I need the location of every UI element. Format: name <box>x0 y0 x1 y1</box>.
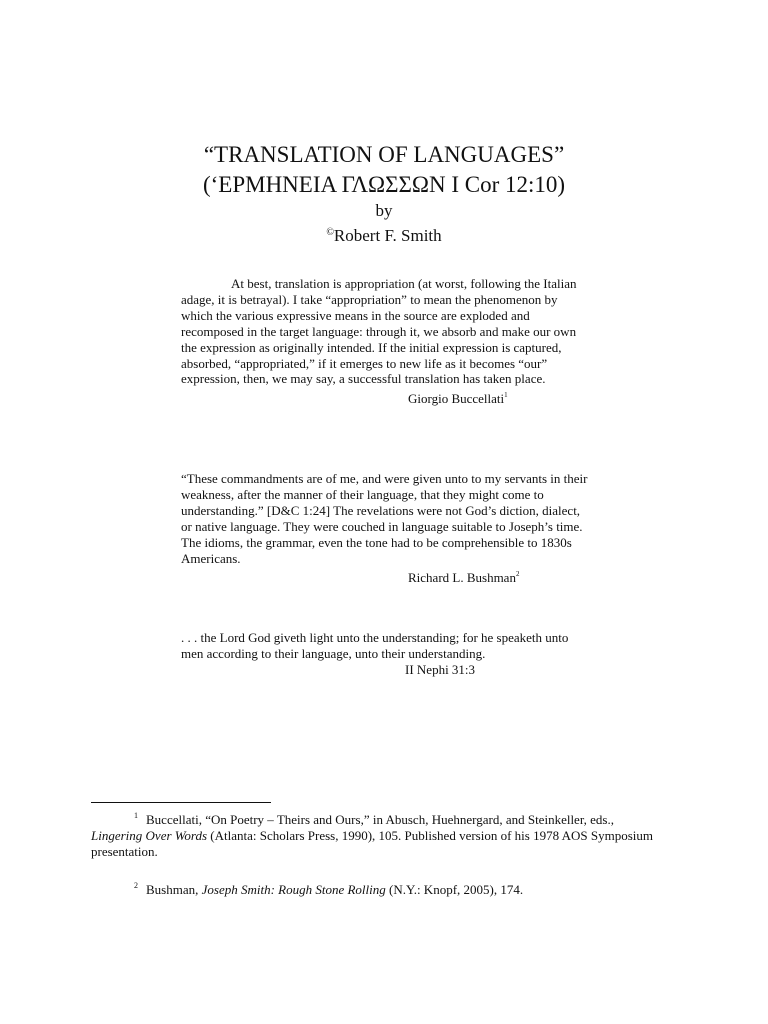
attribution-name: Richard L. Bushman <box>408 570 516 586</box>
footnote-title: Lingering Over Words <box>91 828 208 843</box>
footnote-text: Bushman, <box>146 882 202 897</box>
attribution-name: Giorgio Buccellati <box>408 391 505 407</box>
author-name: Robert F. Smith <box>333 226 442 245</box>
document-title: “TRANSLATION OF LANGUAGES” <box>203 142 565 167</box>
copyright-mark: © <box>326 227 334 238</box>
footnote-2 <box>91 878 681 898</box>
attribution-name: II Nephi 31:3 <box>405 661 476 677</box>
footnote-text-rest: (N.Y.: Knopf, 2005), 174. <box>385 882 524 897</box>
epigraph-text: . . . the Lord God giveth light unto the understanding; for he speaketh unto men according to their language, unto their understanding. <box>181 630 569 661</box>
epigraph-text: At best, translation is appropriation (at worst, following the Italian adage, it is betrayal). I take “appropriation” to mean the phenomenon by which the various expressive means in the source are exploded and recomposed in the target language: through it, we absorb and make our own the expression as originally intended. If the initial expression is captured, absorbed, “appropriated,” if it emerges to new life as it becomes “our” expression, then, we may say, a successful translation has taken place. <box>181 276 577 387</box>
epigraph-attribution <box>181 566 591 586</box>
epigraph-bushman <box>181 471 591 586</box>
epigraph-text: “These commandments are of me, and were given unto to my servants in their weakness, after the manner of their language, that they might come to understanding.” [D&C 1:24] The revelations were not God’s diction, dialect, or native language. They were couched in language suitable to Joseph’s time. The idioms, the grammar, even the tone had to be comprehensible to 1830s Americans. <box>181 471 588 566</box>
title-block <box>0 140 768 247</box>
footnote-title: Joseph Smith: Rough Stone Rolling <box>201 882 386 897</box>
footnote-number: 1 <box>134 811 138 820</box>
epigraph-buccellati <box>181 276 591 407</box>
epigraph-attribution <box>181 387 591 407</box>
epigraph-attribution <box>181 662 591 678</box>
author-line <box>0 222 768 247</box>
byline-by: by <box>375 201 393 220</box>
footnote-text-rest: (Atlanta: Scholars Press, 1990), 105. Published version of his 1978 AOS Symposium presentation. <box>91 828 654 859</box>
greek-subtitle: (‘ΕΡΜΗΝΕΙΑ ΓΛΩΣΣΩΝ I Cor 12:10) <box>202 172 566 197</box>
footnote-ref[interactable]: 2 <box>515 570 520 579</box>
epigraph-nephi <box>181 630 591 678</box>
footnote-separator <box>91 802 271 803</box>
footnote-text: Buccellati, “On Poetry – Theirs and Ours,” in Abusch, Huehnergard, and Steinkeller, eds., <box>146 812 614 827</box>
footnote-ref[interactable]: 1 <box>504 391 508 400</box>
footnote-number: 2 <box>134 881 138 890</box>
footnote-1 <box>91 808 681 860</box>
footnotes <box>91 808 681 898</box>
